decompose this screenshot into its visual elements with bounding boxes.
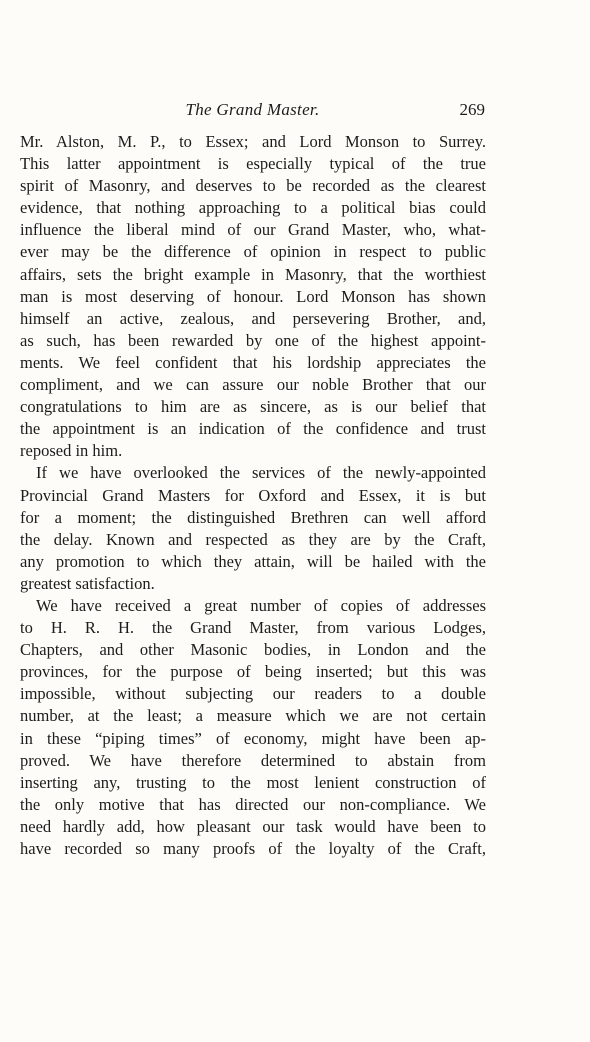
text-line: This latter appointment is especially typical of the true — [20, 154, 486, 174]
text-line: inserting any, trusting to the most lenient construction of — [20, 772, 486, 792]
text-line: as such, has been rewarded by one of the highest appoint- — [20, 330, 486, 350]
body-text — [20, 131, 486, 860]
text-line: reposed in him. — [20, 441, 123, 461]
running-title: The Grand Master. — [185, 100, 320, 119]
text-line: evidence, that nothing approaching to a political bias could — [20, 198, 486, 218]
text-line: have recorded so many proofs of the loyalty of the Craft, — [20, 839, 486, 858]
text-line: proved. We have therefore determined to abstain from — [20, 750, 486, 770]
text-line: impossible, without subjecting our readers to a double — [20, 684, 486, 704]
text-line: for a moment; the distinguished Brethren can well afford — [20, 507, 486, 527]
text-line: greatest satisfaction. — [20, 573, 155, 593]
text-line: need hardly add, how pleasant our task would have been to — [20, 816, 486, 836]
text-line: compliment, and we can assure our noble Brother that our — [20, 375, 486, 395]
text-line: Mr. Alston, M. P., to Essex; and Lord Monson to Surrey. — [20, 132, 486, 151]
text-line: any promotion to which they attain, will be hailed with the — [20, 551, 486, 571]
page-number: 269 — [459, 100, 485, 119]
text-line: ever may be the difference of opinion in respect to public — [20, 242, 486, 262]
text-line: to H. R. H. the Grand Master, from various Lodges, — [20, 618, 486, 638]
text-line: himself an active, zealous, and persevering Brother, and, — [20, 308, 486, 328]
text-line: the appointment is an indication of the confidence and trust — [20, 419, 486, 439]
text-line: If we have overlooked the services of the newly-appointed — [36, 463, 486, 483]
text-line: We have received a great number of copies of addresses — [36, 595, 486, 615]
text-line: Chapters, and other Masonic bodies, in London and the — [20, 640, 486, 660]
text-line: ments. We feel confident that his lordship appreciates the — [20, 352, 486, 372]
text-line: congratulations to him are as sincere, as is our belief that — [20, 397, 486, 417]
text-line: spirit of Masonry, and deserves to be recorded as the clearest — [20, 176, 486, 196]
text-line: in these “piping times” of economy, might have been ap- — [20, 728, 486, 748]
text-line: man is most deserving of honour. Lord Monson has shown — [20, 286, 486, 306]
text-line: the delay. Known and respected as they are by the Craft, — [20, 529, 486, 549]
text-line: influence the liberal mind of our Grand Master, who, what- — [20, 220, 486, 240]
text-line: affairs, sets the bright example in Masonry, that the worthiest — [20, 264, 486, 284]
text-line: provinces, for the purpose of being inserted; but this was — [20, 662, 486, 682]
text-line: Provincial Grand Masters for Oxford and Essex, it is but — [20, 485, 486, 505]
text-line: number, at the least; a measure which we are not certain — [20, 706, 486, 726]
page-header — [20, 100, 485, 126]
text-line: the only motive that has directed our non-compliance. We — [20, 794, 486, 814]
